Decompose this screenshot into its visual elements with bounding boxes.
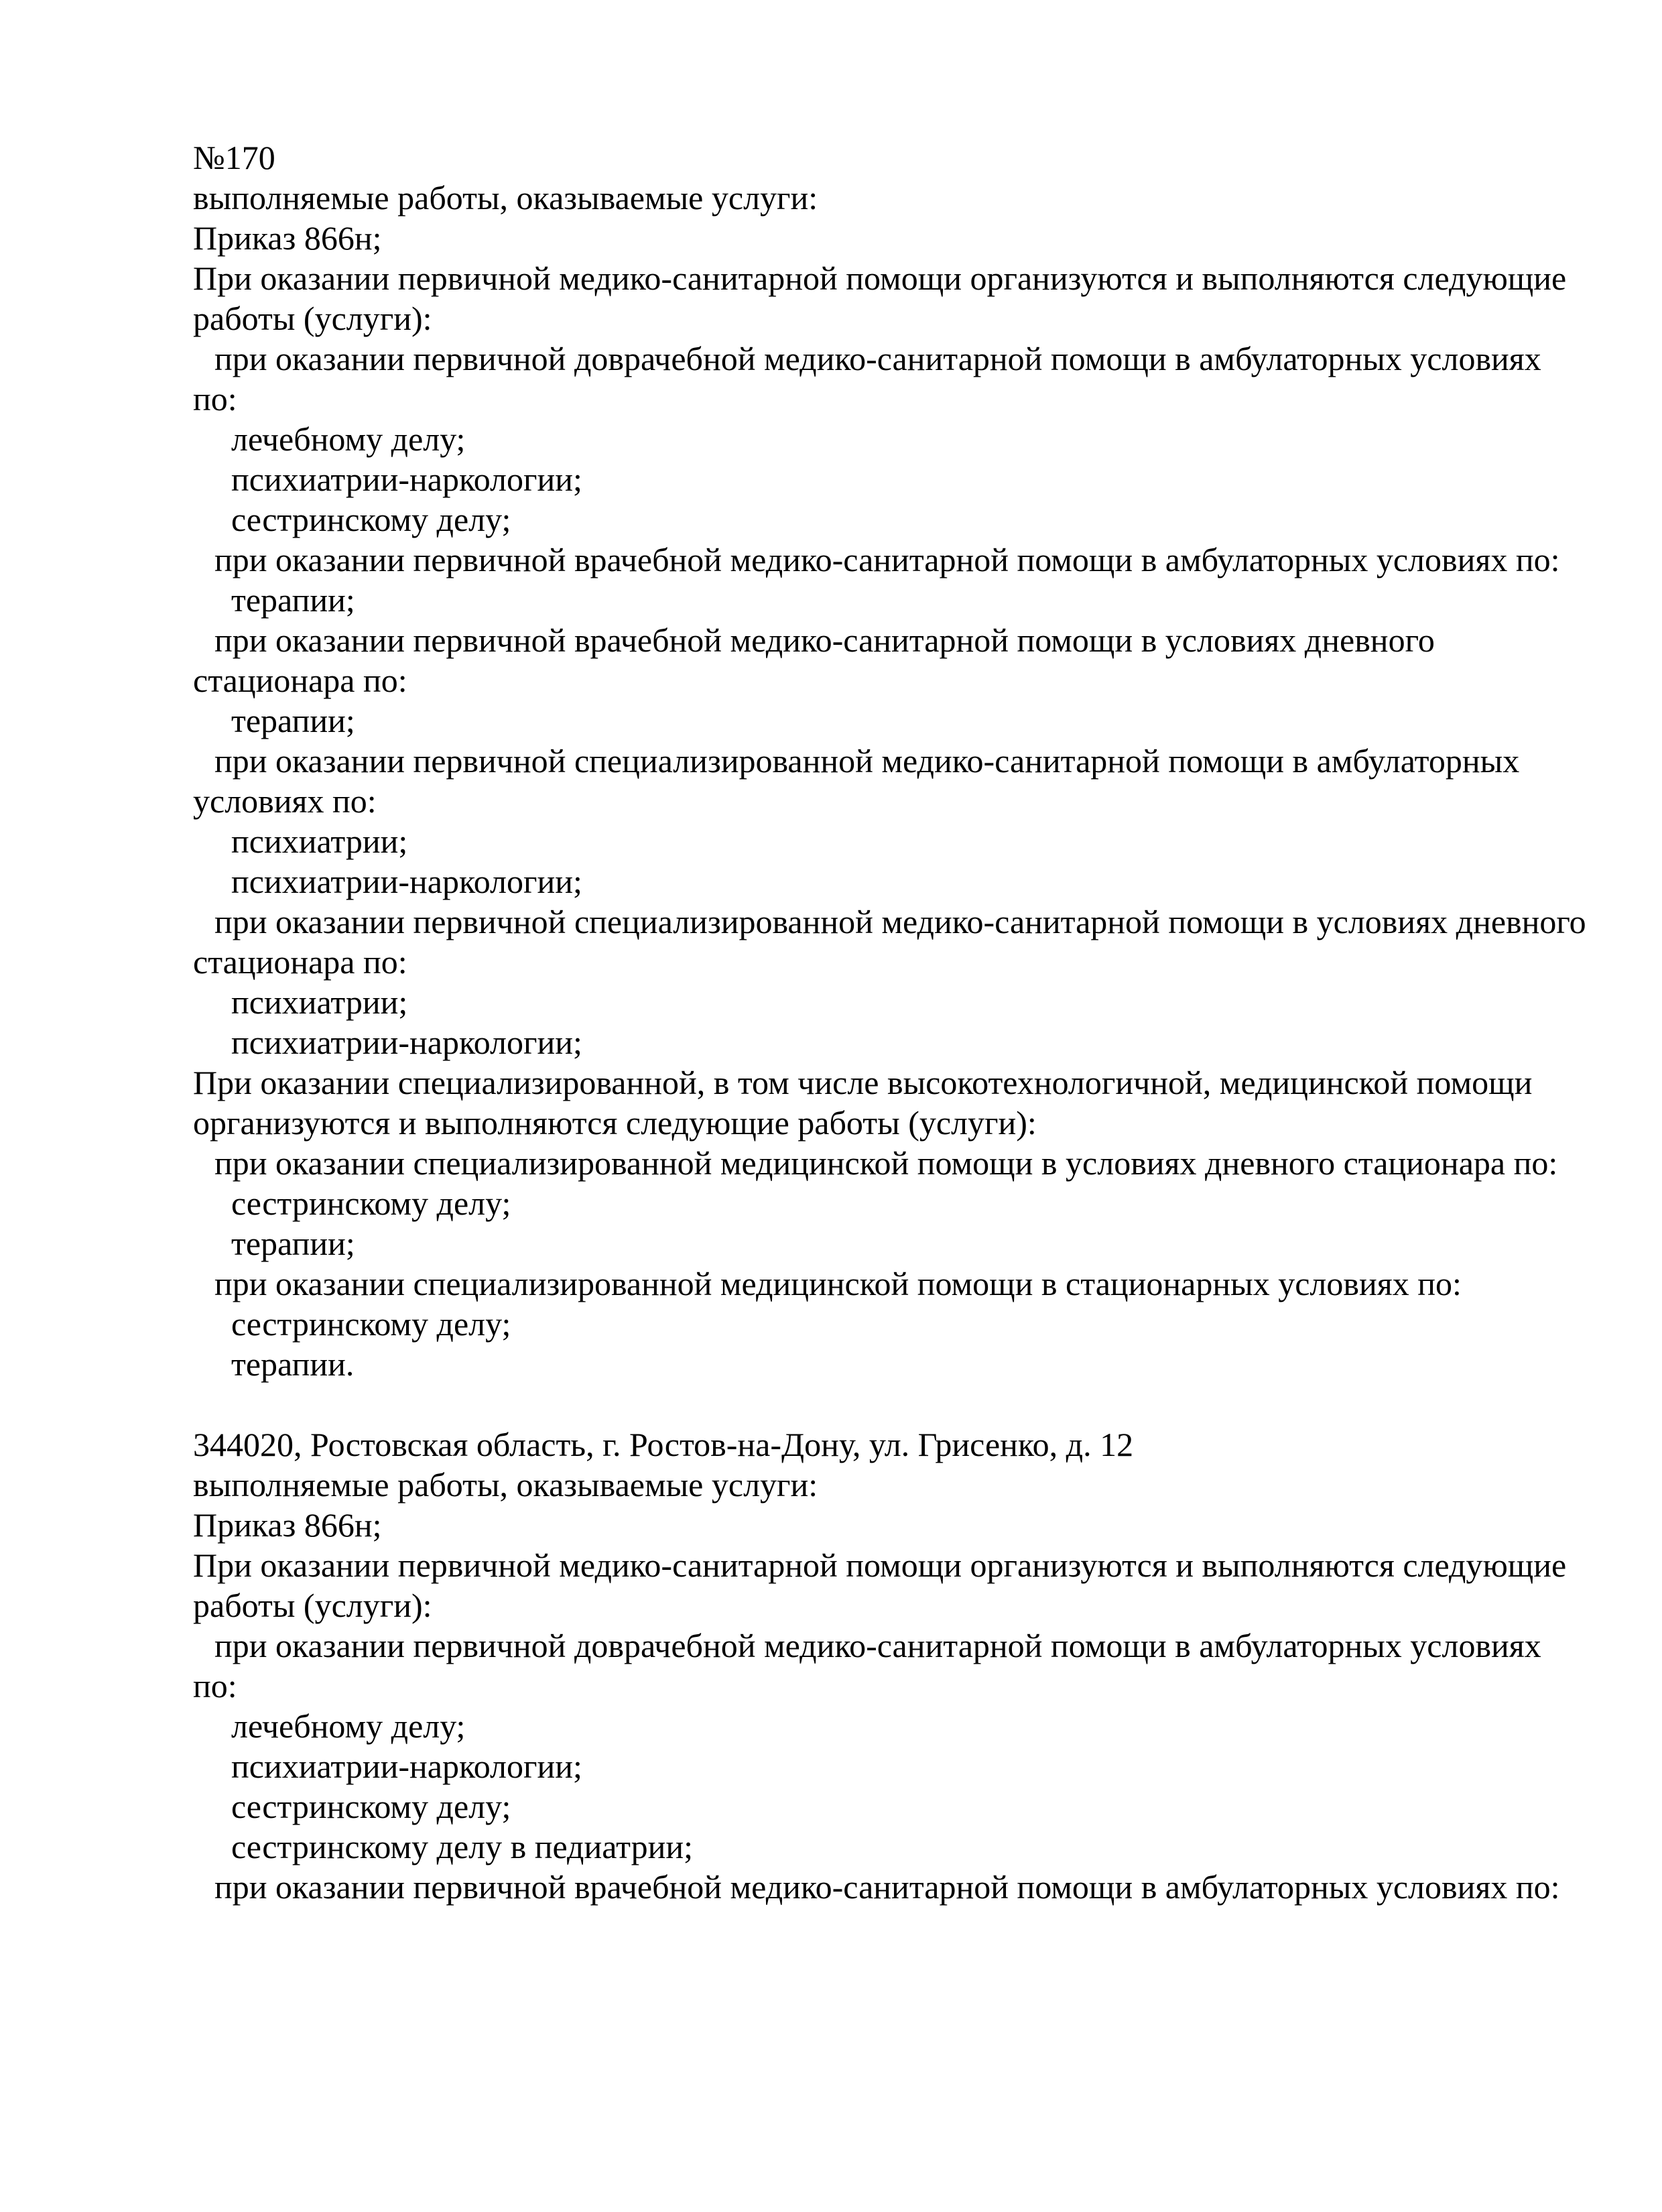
text-line: сестринскому делу; — [231, 1788, 511, 1825]
text-line: при оказании первичной доврачебной медико-санитарной помощи в амбулаторных условиях — [214, 340, 1541, 377]
text-line: выполняемые работы, оказываемые услуги: — [193, 1466, 818, 1503]
text-line: психиатрии-наркологии; — [231, 460, 582, 498]
text-line: стационара по: — [193, 662, 407, 699]
text-line: по: — [193, 380, 237, 418]
text-line: при оказании первичной врачебной медико-санитарной помощи в амбулаторных условиях по: — [214, 541, 1560, 578]
text-line: при оказании первичной врачебной медико-санитарной помощи в условиях дневного — [214, 621, 1435, 659]
text-line: сестринскому делу; — [231, 1184, 511, 1222]
text-line: при оказании первичной специализированной медико-санитарной помощи в условиях дневного — [214, 903, 1586, 940]
text-line: психиатрии; — [231, 983, 408, 1021]
text-line: терапии; — [231, 1225, 355, 1262]
text-line: терапии; — [231, 581, 355, 619]
document-body — [193, 137, 1586, 1907]
text-line: работы (услуги): — [193, 1587, 432, 1624]
text-line: работы (услуги): — [193, 300, 432, 337]
text-line: лечебному делу; — [231, 1707, 466, 1745]
text-line: по: — [193, 1667, 237, 1705]
text-line: сестринскому делу в педиатрии; — [231, 1828, 693, 1865]
text-line: При оказании первичной медико-санитарной помощи организуются и выполняются следующие — [193, 259, 1567, 297]
text-line: При оказании первичной медико-санитарной помощи организуются и выполняются следующие — [193, 1546, 1567, 1584]
text-line: терапии; — [231, 702, 355, 739]
text-line: условиях по: — [193, 782, 377, 820]
text-line: Приказ 866н; — [193, 219, 382, 257]
text-line: психиатрии; — [231, 822, 408, 860]
text-line: выполняемые работы, оказываемые услуги: — [193, 179, 818, 217]
text-line: при оказании первичной специализированной медико-санитарной помощи в амбулаторных — [214, 742, 1520, 780]
text-line: №170 — [193, 139, 275, 176]
text-line: при оказании первичной доврачебной медико-санитарной помощи в амбулаторных условиях — [214, 1627, 1541, 1664]
text-line: сестринскому делу; — [231, 501, 511, 538]
text-line: 344020, Ростовская область, г. Ростов-на-Дону, ул. Грисенко, д. 12 — [193, 1426, 1134, 1463]
text-line: при оказании специализированной медицинской помощи в условиях дневного стационара по: — [214, 1144, 1558, 1182]
text-line: При оказании специализированной, в том числе высокотехнологичной, медицинской помощи — [193, 1064, 1533, 1101]
text-line: при оказании первичной врачебной медико-санитарной помощи в амбулаторных условиях по: — [214, 1868, 1560, 1906]
text-line — [193, 1384, 1574, 1424]
text-line: организуются и выполняются следующие работы (услуги): — [193, 1104, 1037, 1142]
text-line: сестринскому делу; — [231, 1305, 511, 1343]
text-line: психиатрии-наркологии; — [231, 1747, 582, 1785]
text-line: Приказ 866н; — [193, 1506, 382, 1544]
text-line: психиатрии-наркологии; — [231, 1024, 582, 1061]
text-line: стационара по: — [193, 943, 407, 981]
text-line: психиатрии-наркологии; — [231, 863, 582, 900]
text-line: терапии. — [231, 1345, 355, 1383]
text-line: при оказании специализированной медицинской помощи в стационарных условиях по: — [214, 1265, 1462, 1302]
text-line: лечебному делу; — [231, 420, 466, 458]
